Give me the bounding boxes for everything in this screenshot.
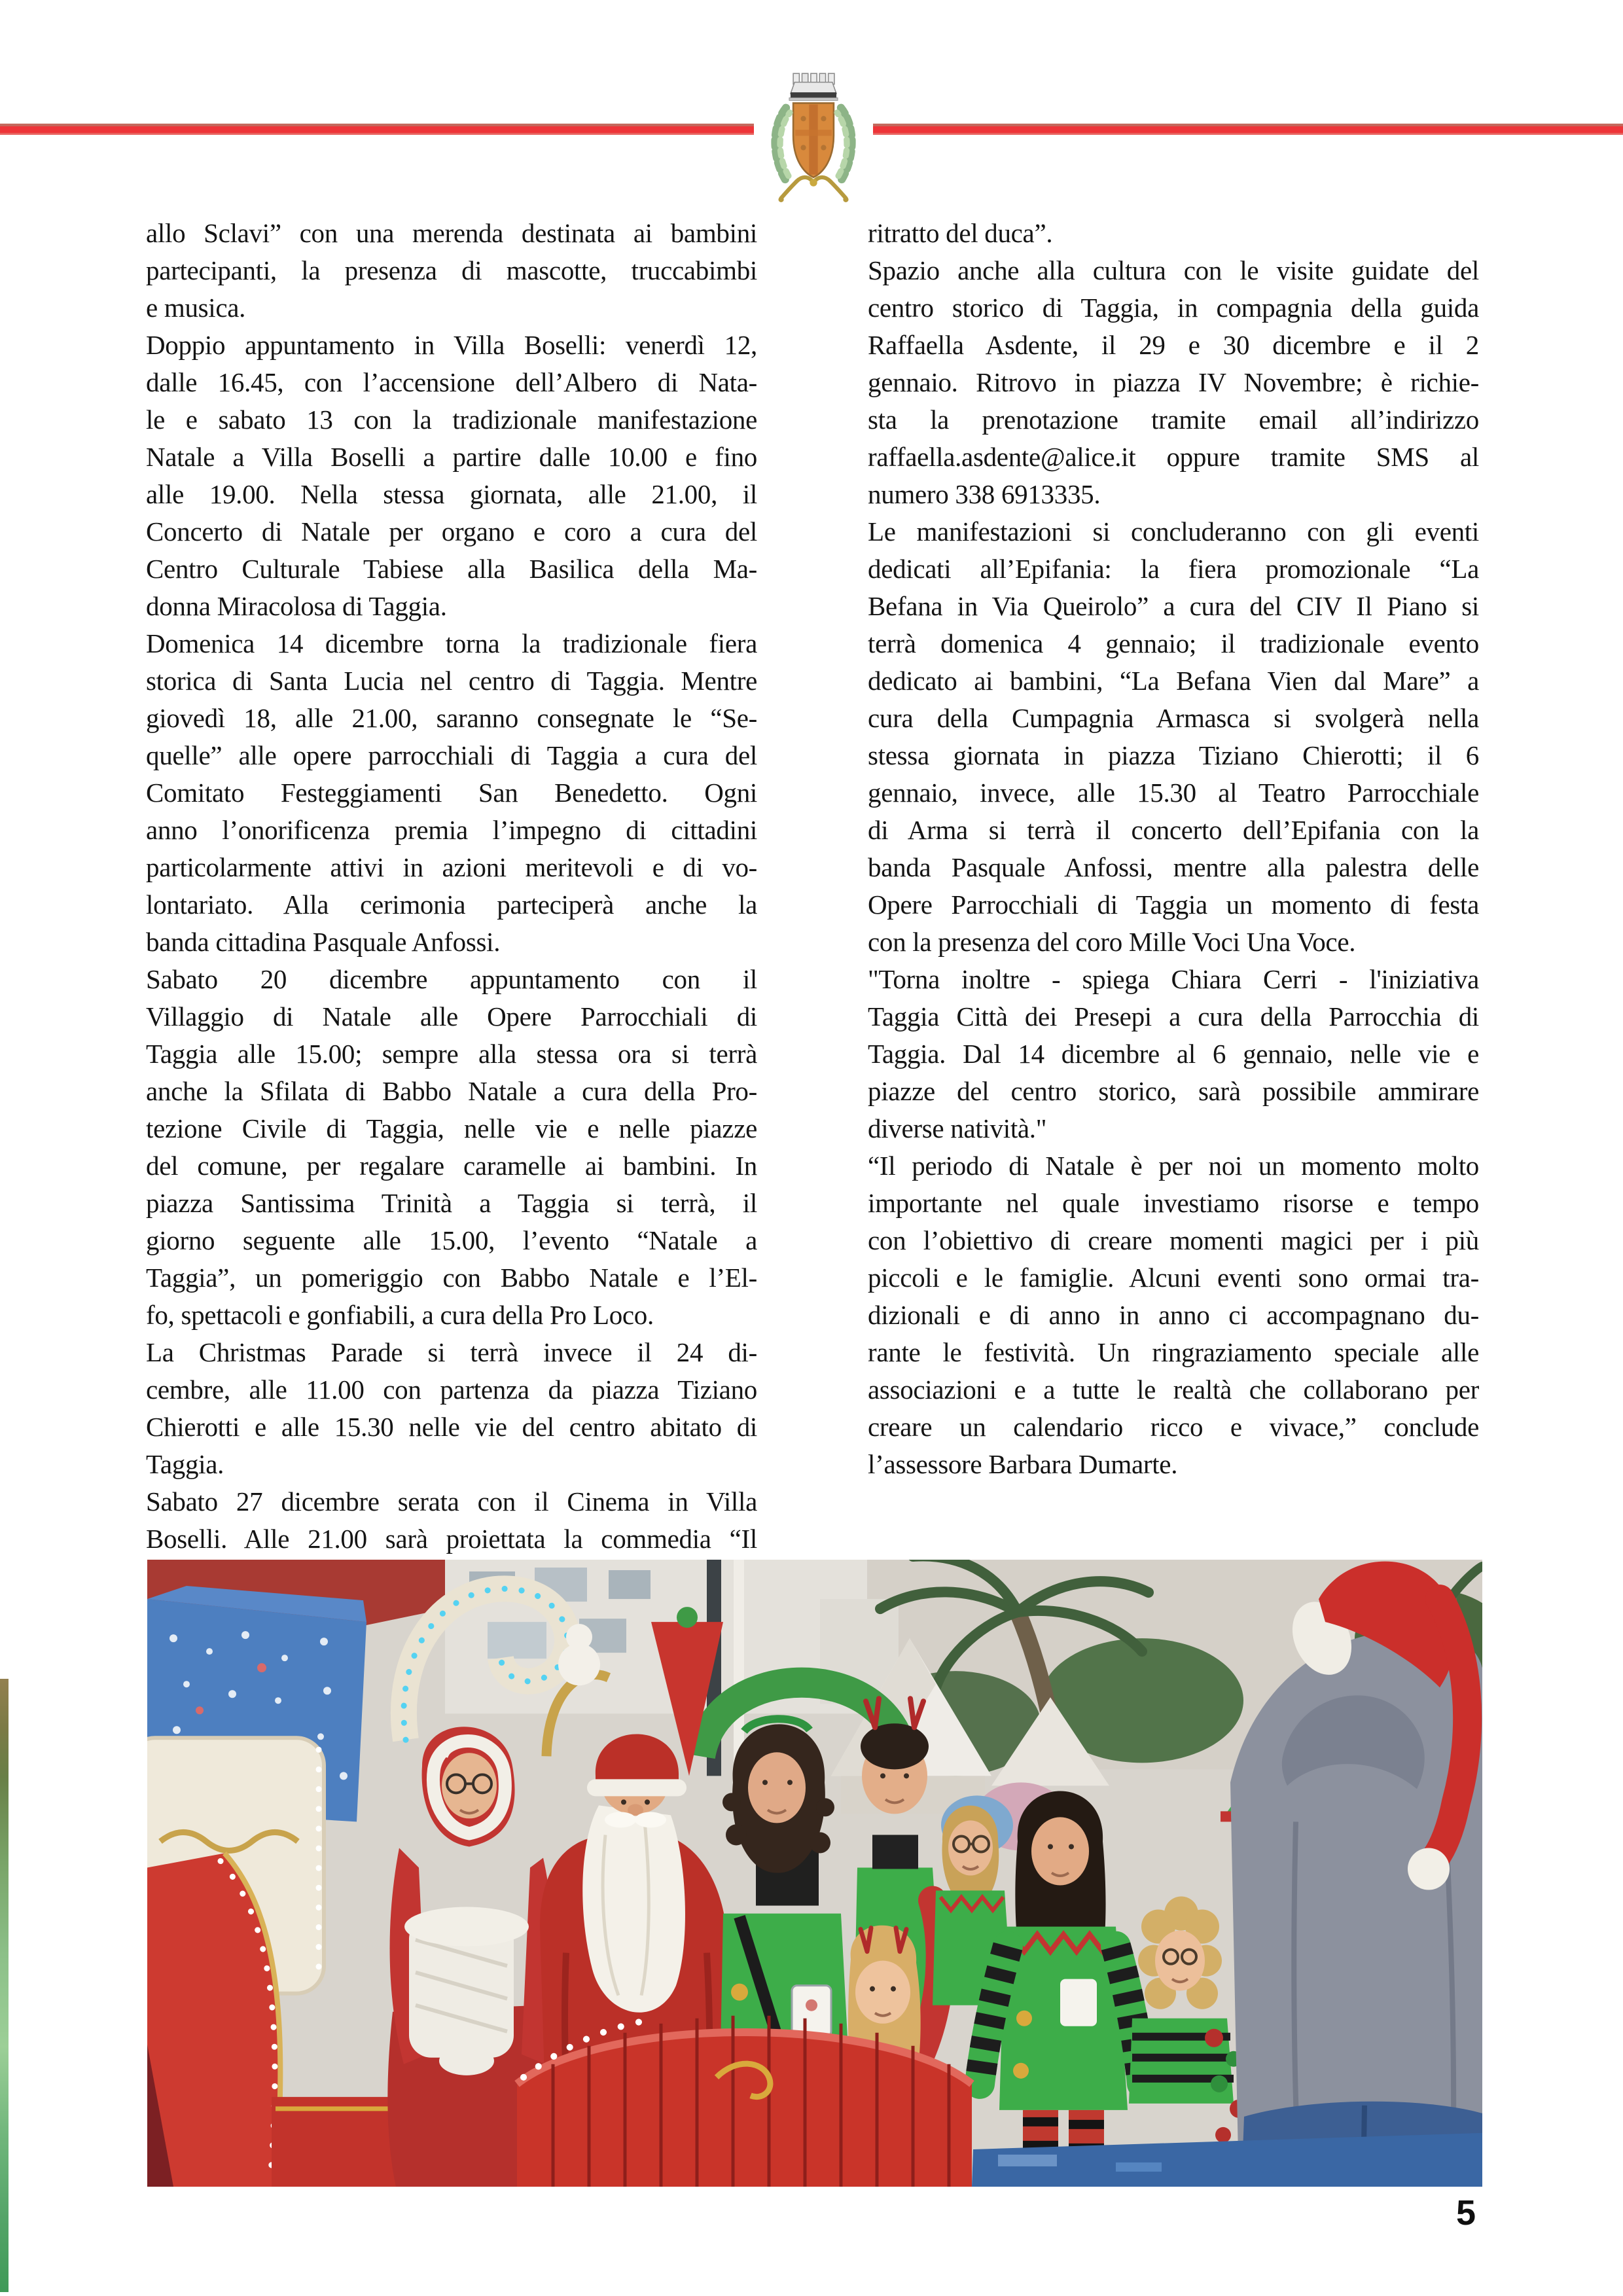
text-line: Taggia alle 15.00; sempre alla stessa ora si terrà xyxy=(146,1039,757,1069)
text-line: Centro Culturale Tabiese alla Basilica della Ma- xyxy=(146,554,757,584)
paragraph xyxy=(868,252,1479,513)
paragraph xyxy=(146,327,757,625)
text-line: Befana in Via Queirolo” a cura del CIV Il Piano si xyxy=(868,591,1479,621)
text-line: lontariato. Alla cerimonia parteciperà anche la xyxy=(146,889,757,920)
text-line: giovedì 18, alle 21.00, saranno consegnate le “Se- xyxy=(146,703,757,733)
paragraph xyxy=(146,961,757,1334)
mural-crown xyxy=(789,73,838,100)
text-line: rante le festività. Un ringraziamento speciale alle xyxy=(868,1337,1479,1367)
text-line: Boselli. Alle 21.00 sarà proiettata la commedia “Il xyxy=(146,1524,757,1554)
paragraph xyxy=(146,1334,757,1483)
christmas-parade-photo xyxy=(147,1560,1482,2187)
text-line: associazioni e a tutte le realtà che collaborano per xyxy=(868,1374,1479,1405)
text-line: creare un calendario ricco e vivace,” conclude xyxy=(868,1412,1479,1442)
text-line: banda Pasquale Anfossi, mentre alla palestra delle xyxy=(868,852,1479,882)
text-line: gennaio, invece, alle 15.30 al Teatro Parrocchiale xyxy=(868,778,1479,808)
text-line: piazze del centro storico, sarà possibile ammirare xyxy=(868,1076,1479,1106)
text-line: Domenica 14 dicembre torna la tradizionale fiera xyxy=(146,628,757,658)
page-number: 5 xyxy=(1455,2193,1476,2233)
text-line: centro storico di Taggia, in compagnia della guida xyxy=(868,293,1479,323)
text-line: particolarmente attivi in azioni meritevoli e di vo- xyxy=(146,852,757,882)
text-line: Le manifestazioni si concluderanno con gli eventi xyxy=(868,516,1479,547)
text-line: Raffaella Asdente, il 29 e 30 dicembre e il 2 xyxy=(868,330,1479,360)
text-line: anche la Sfilata di Babbo Natale a cura della Pro- xyxy=(146,1076,757,1106)
text-line: tezione Civile di Taggia, nelle vie e nelle piazze xyxy=(146,1113,757,1143)
text-line: piccoli e le famiglie. Alcuni eventi sono ormai tra- xyxy=(868,1263,1479,1293)
text-line: cembre, alle 11.00 con partenza da piazza Tiziano xyxy=(146,1374,757,1405)
text-line: raffaella.asdente@alice.it oppure tramite SMS al xyxy=(868,442,1479,472)
text-line: “Il periodo di Natale è per noi un momento molto xyxy=(868,1151,1479,1181)
text-line: numero 338 6913335. xyxy=(868,479,1101,509)
text-line: con la presenza del coro Mille Voci Una Voce. xyxy=(868,927,1356,957)
shield xyxy=(793,103,834,177)
article-column-right xyxy=(868,215,1479,1483)
text-line: Doppio appuntamento in Villa Boselli: venerdì 12, xyxy=(146,330,757,360)
text-line: dizionali e di anno in anno ci accompagnano du- xyxy=(868,1300,1479,1330)
text-line: quelle” alle opere parrocchiali di Taggia a cura del xyxy=(146,740,757,770)
text-line: storica di Santa Lucia nel centro di Taggia. Mentre xyxy=(146,666,757,696)
text-line: importante nel quale investiamo risorse e tempo xyxy=(868,1188,1479,1218)
text-line: allo Sclavi” con una merenda destinata ai bambini xyxy=(146,218,757,248)
paragraph xyxy=(868,1147,1479,1483)
crest-box xyxy=(754,62,873,209)
text-line: cura della Cumpagnia Armasca si svolgerà nella xyxy=(868,703,1479,733)
text-line: donna Miracolosa di Taggia. xyxy=(146,591,447,621)
paragraph xyxy=(146,215,757,327)
text-line: dedicati all’Epifania: la fiera promozionale “La xyxy=(868,554,1479,584)
ribbon xyxy=(778,177,848,202)
page-edge-photo-strip xyxy=(0,1679,9,2292)
text-line: di Arma si terrà il concerto dell’Epifania con la xyxy=(868,815,1479,845)
text-line: Taggia”, un pomeriggio con Babbo Natale e l’El- xyxy=(146,1263,757,1293)
text-line: Villaggio di Natale alle Opere Parrocchiali di xyxy=(146,1001,757,1031)
text-line: dedicato ai bambini, “La Befana Vien dal Mare” a xyxy=(868,666,1479,696)
text-line: e musica. xyxy=(146,293,246,323)
text-line: Chierotti e alle 15.30 nelle vie del centro abitato di xyxy=(146,1412,757,1442)
text-line: Taggia Città dei Presepi a cura della Parrocchia di xyxy=(868,1001,1479,1031)
text-line: Taggia. Dal 14 dicembre al 6 gennaio, nelle vie e xyxy=(868,1039,1479,1069)
text-line: diverse natività." xyxy=(868,1113,1047,1143)
text-line: gennaio. Ritrovo in piazza IV Novembre; è richie- xyxy=(868,367,1479,397)
text-line: alle 19.00. Nella stessa giornata, alle 21.00, il xyxy=(146,479,757,509)
text-line: del comune, per regalare caramelle ai bambini. In xyxy=(146,1151,757,1181)
text-line: banda cittadina Pasquale Anfossi. xyxy=(146,927,501,957)
text-line: Sabato 27 dicembre serata con il Cinema in Villa xyxy=(146,1486,757,1516)
text-line: Concerto di Natale per organo e coro a cura del xyxy=(146,516,757,547)
paragraph xyxy=(146,625,757,961)
text-line: le e sabato 13 con la tradizionale manifestazione xyxy=(146,404,757,435)
text-line: Spazio anche alla cultura con le visite guidate del xyxy=(868,255,1479,285)
text-line: l’assessore Barbara Dumarte. xyxy=(868,1449,1178,1479)
paragraph xyxy=(868,961,1479,1147)
text-line: stessa giornata in piazza Tiziano Chierotti; il 6 xyxy=(868,740,1479,770)
photo-frame xyxy=(147,1560,1482,2187)
text-line: Sabato 20 dicembre appuntamento con il xyxy=(146,964,757,994)
paragraph xyxy=(146,1483,757,1558)
text-line: dalle 16.45, con l’accensione dell’Albero di Nata- xyxy=(146,367,757,397)
text-line: fo, spettacoli e gonfiabili, a cura della Pro Loco. xyxy=(146,1300,654,1330)
text-line: Natale a Villa Boselli a partire dalle 10.00 e fino xyxy=(146,442,757,472)
text-line: anno l’onorificenza premia l’impegno di cittadini xyxy=(146,815,757,845)
paragraph xyxy=(868,215,1479,252)
text-line: La Christmas Parade si terrà invece il 24 di- xyxy=(146,1337,757,1367)
paragraph xyxy=(868,513,1479,961)
taggia-crest xyxy=(766,68,861,203)
text-line: Comitato Festeggiamenti San Benedetto. Ogni xyxy=(146,778,757,808)
article-column-left xyxy=(146,215,757,1558)
text-line: partecipanti, la presenza di mascotte, truccabimbi xyxy=(146,255,757,285)
text-line: con l’obiettivo di creare momenti magici per i più xyxy=(868,1225,1479,1255)
text-line: Opere Parrocchiali di Taggia un momento di festa xyxy=(868,889,1479,920)
text-line: piazza Santissima Trinità a Taggia si terrà, il xyxy=(146,1188,757,1218)
text-line: giorno seguente alle 15.00, l’evento “Natale a xyxy=(146,1225,757,1255)
text-line: sta la prenotazione tramite email all’indirizzo xyxy=(868,404,1479,435)
text-line: Taggia. xyxy=(146,1449,224,1479)
text-line: "Torna inoltre - spiega Chiara Cerri - l'iniziativa xyxy=(868,964,1479,994)
text-line: ritratto del duca”. xyxy=(868,218,1053,248)
text-line: terrà domenica 4 gennaio; il tradizionale evento xyxy=(868,628,1479,658)
